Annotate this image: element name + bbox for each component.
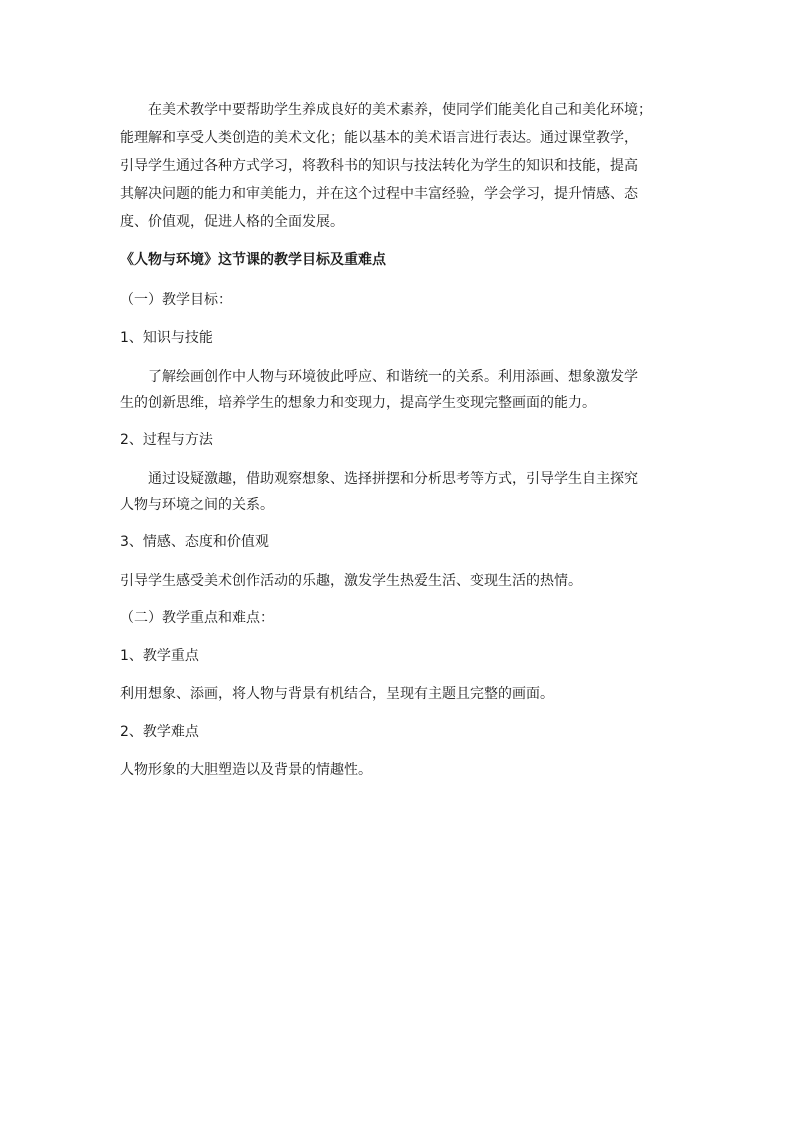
intro-paragraph: [120, 96, 680, 236]
document-body: [120, 96, 680, 796]
intro-line: 在美术教学中要帮助学生养成良好的美术素养，使同学们能美化自己和美化环境；: [148, 102, 652, 118]
intro-line: 引导学生通过各种方式学习，将教科书的知识与技法转化为学生的知识和技能，提高: [120, 158, 638, 174]
goal-title-attitude: 3、情感、态度和价值观: [120, 534, 269, 550]
key-point-title-difficulty: 2、教学难点: [120, 724, 199, 740]
goals-heading: （一）教学目标：: [120, 292, 232, 308]
goal-title-process: 2、过程与方法: [120, 432, 213, 448]
intro-line: 能理解和享受人类创造的美术文化；能以基本的美术语言进行表达。通过课堂教学，: [120, 130, 638, 146]
key-points-heading: （二）教学重点和难点：: [120, 610, 274, 626]
key-point-text-difficulty: 人物形象的大胆塑造以及背景的情趣性。: [120, 762, 372, 778]
goal-text-knowledge: [120, 364, 680, 416]
key-point-title-focus: 1、教学重点: [120, 648, 199, 664]
goal-line: 引导学生感受美术创作活动的乐趣，激发学生热爱生活、变现生活的热情。: [120, 573, 582, 589]
goal-line: 通过设疑激趣，借助观察想象、选择拼摆和分析思考等方式，引导学生自主探究: [148, 471, 638, 487]
goal-line: 生的创新思维，培养学生的想象力和变现力，提高学生变现完整画面的能力。: [120, 395, 596, 411]
section-title: 《人物与环境》这节课的教学目标及重难点: [120, 252, 386, 268]
goal-line: 人物与环境之间的关系。: [120, 497, 274, 513]
goal-text-attitude: [120, 568, 680, 594]
goal-line: 了解绘画创作中人物与环境彼此呼应、和谐统一的关系。利用添画、想象激发学: [148, 369, 638, 385]
goal-text-process: [120, 466, 680, 518]
key-point-text-focus: 利用想象、添画，将人物与背景有机结合，呈现有主题且完整的画面。: [120, 686, 554, 702]
goal-title-knowledge: 1、知识与技能: [120, 330, 213, 346]
intro-line: 其解决问题的能力和审美能力，并在这个过程中丰富经验，学会学习，提升情感、态: [120, 186, 638, 202]
intro-line: 度、价值观，促进人格的全面发展。: [120, 214, 344, 230]
